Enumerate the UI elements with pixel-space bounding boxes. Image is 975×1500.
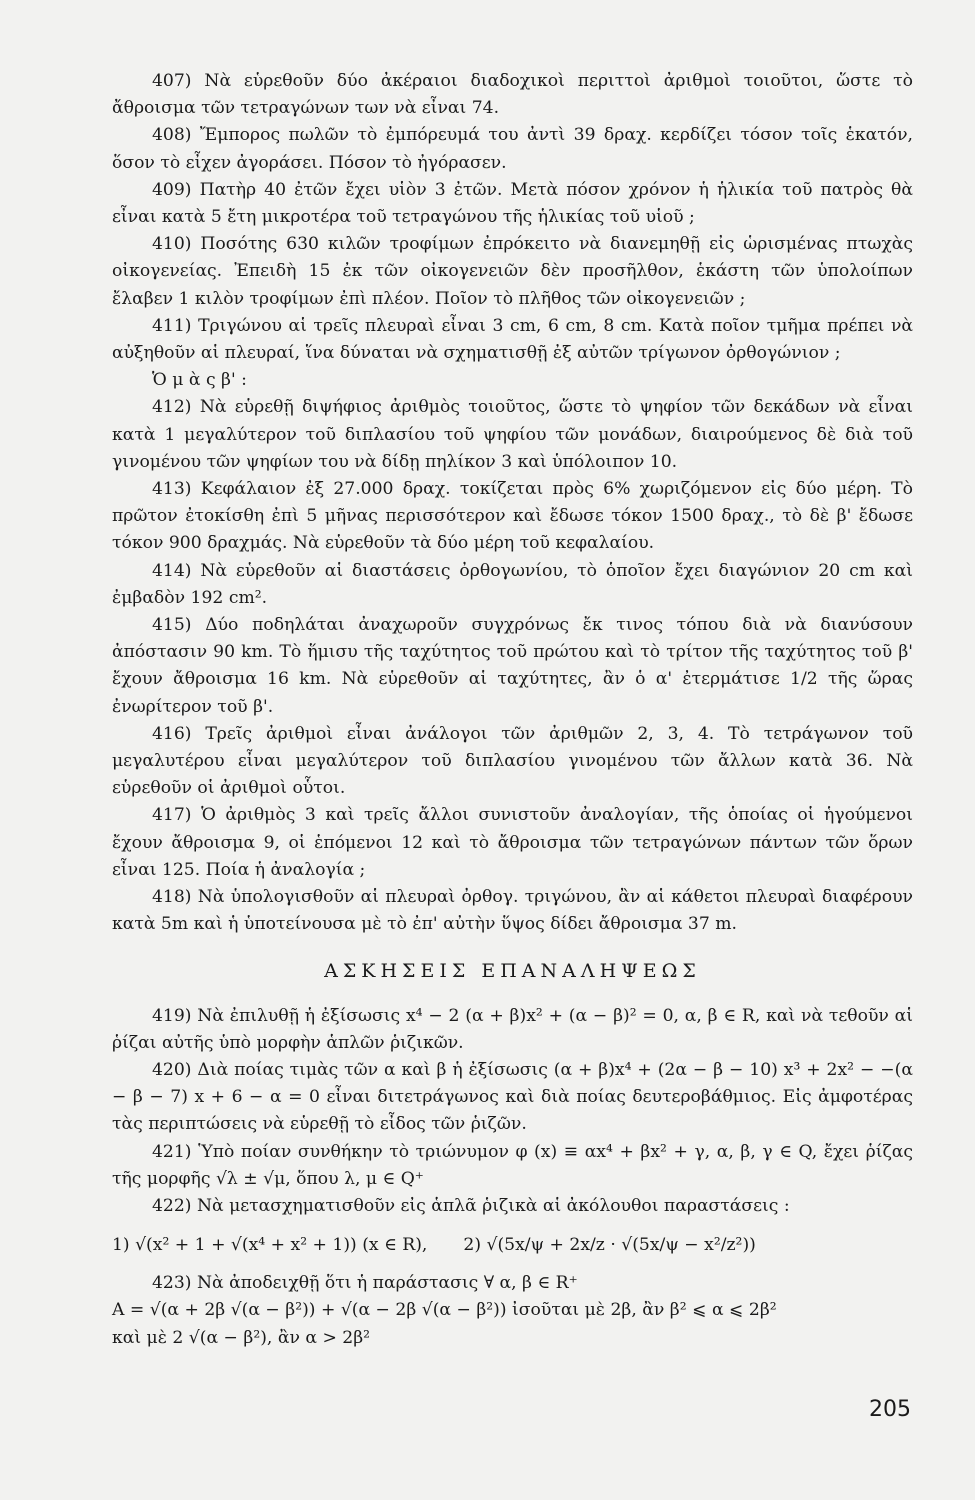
problem-413: 413) Κεφάλαιον ἐξ 27.000 δραχ. τοκίζεται πρὸς 6% χωριζόμενον εἰς δύο μέρη. Τὸ πρῶτον ἐτοκίσθη ἐπὶ 5 μῆνας περισσότερον καὶ ἔδωσε τόκον 1500 δραχ., τὸ δὲ β' ἔδωσε τόκον 900 δραχμάς. Νὰ εὑρεθοῦν τὰ δύο μέρη τοῦ κεφαλαίου. <box>112 479 913 554</box>
formula-422 <box>112 1222 913 1268</box>
formula-422-item-2: 2) √(5x/ψ + 2x/z · √(5x/ψ − x²/z²)) <box>463 1235 756 1256</box>
problem-415: 415) Δύο ποδηλάται ἀναχωροῦν συγχρόνως ἔκ τινος τόπου διὰ νὰ διανύσουν ἀπόστασιν 90 km. Τὸ ἥμισυ τῆς ταχύτητος τοῦ πρώτου καὶ τὸ τρίτον τῆς ταχύτητος τοῦ β' ἔχουν ἄθροισμα 16 km. Νὰ εὑρεθοῦν αἱ ταχύτητες, ἂν ὁ α' ἐτερμάτισε 1/2 τῆς ὥρας ἐνωρίτερον τοῦ β'. <box>112 615 913 717</box>
section-title: ΑΣΚΗΣΕΙΣ ΕΠΑΝΑΛΗΨΕΩΣ <box>324 959 701 982</box>
problem-412: 412) Νὰ εὑρεθῇ διψήφιος ἀριθμὸς τοιοῦτος, ὥστε τὸ ψηφίον τῶν δεκάδων νὰ εἶναι κατὰ 1 μεγαλύτερον τοῦ διπλασίου τοῦ ψηφίου τῶν μονάδων, διαιρούμενος δὲ διὰ τοῦ γινομένου τῶν ψηφίων του νὰ δίδῃ πηλίκον 3 καὶ ὑπόλοιπον 10. <box>112 397 913 472</box>
problem-414: 414) Νὰ εὑρεθοῦν αἱ διαστάσεις ὀρθογωνίου, τὸ ὁποῖον ἔχει διαγώνιον 20 cm καὶ ἐμβαδὸν 192 cm². <box>112 560 913 608</box>
problem-420: 420) Διὰ ποίας τιμὰς τῶν α καὶ β ἡ ἐξίσωσις (α + β)x⁴ + (2α − β − 10) x³ + 2x² − −(α − β − 7) x + 6 − α = 0 εἶναι διτετράγωνος καὶ διὰ ποίας δευτεροβάθμιος. Εἰς ἀμφοτέρας τὰς περιπτώσεις νὰ εὑρεθῇ τὸ εἶδος τῶν ῥιζῶν. <box>112 1059 913 1135</box>
problem-418: 418) Νὰ ὑπολογισθοῦν αἱ πλευραὶ ὀρθογ. τριγώνου, ἂν αἱ κάθετοι πλευραὶ διαφέρουν κατὰ 5m καὶ ἡ ὑποτείνουσα μὲ τὸ ἐπ' αὐτὴν ὕψος δίδει ἄθροισμα 37 m. <box>112 887 913 935</box>
problem-419: 419) Νὰ ἐπιλυθῇ ἡ ἐξίσωσις x⁴ − 2 (α + β)x² + (α − β)² = 0, α, β ∈ R, καὶ νὰ τεθοῦν αἱ ῥίζαι αὐτῆς ὑπὸ μορφὴν ἁπλῶν ῥιζικῶν. <box>112 1005 913 1053</box>
problem-416: 416) Τρεῖς ἀριθμοὶ εἶναι ἀνάλογοι τῶν ἀριθμῶν 2, 3, 4. Τὸ τετράγωνον τοῦ μεγαλυτέρου εἶναι μεγαλύτερον τοῦ διπλασίου γινομένου τῶν ἄλλων κατὰ 36. Νὰ εὑρεθοῦν οἱ ἀριθμοὶ οὗτοι. <box>112 723 913 799</box>
problem-408: 408) Ἔμπορος πωλῶν τὸ ἐμπόρευμά του ἀντὶ 39 δραχ. κερδίζει τόσον τοῖς ἑκατόν, ὅσον τὸ εἶχεν ἀγοράσει. Πόσον τὸ ἠγόρασεν. <box>112 125 913 173</box>
problem-422: 422) Νὰ μετασχηματισθοῦν εἰς ἁπλᾶ ῥιζικὰ αἱ ἀκόλουθοι παραστάσεις : <box>152 1195 790 1216</box>
problem-423-expression: A = √(α + 2β √(α − β²)) + √(α − 2β √(α − β²)) ἰσοῦται μὲ 2β, ἂν β² ⩽ α ⩽ 2β² <box>112 1300 777 1321</box>
problem-407: 407) Νὰ εὑρεθοῦν δύο ἀκέραιοι διαδοχικοὶ περιττοὶ ἀριθμοὶ τοιοῦτοι, ὥστε τὸ ἄθροισμα τῶν τετραγώνων των νὰ εἶναι 74. <box>112 71 913 119</box>
problem-423: 423) Νὰ ἀποδειχθῇ ὅτι ἡ παράστασις ∀ α, β ∈ R⁺ <box>152 1273 578 1294</box>
group-label: Ὁ μ ὰ ς β' : <box>152 370 247 391</box>
problem-417: 417) Ὁ ἀριθμὸς 3 καὶ τρεῖς ἄλλοι συνιστοῦν ἀναλογίαν, τῆς ὁποίας οἱ ἡγούμενοι ἔχουν ἄθροισμα 9, οἱ ἑπόμενοι 12 καὶ τὸ ἄθροισμα τῶν τετραγώνων πάντων τῶν ὅρων εἶναι 125. Ποία ἡ ἀναλογία ; <box>112 805 913 880</box>
problem-409: 409) Πατὴρ 40 ἐτῶν ἔχει υἱὸν 3 ἐτῶν. Μετὰ πόσον χρόνον ἡ ἡλικία τοῦ πατρὸς θὰ εἶναι κατὰ 5 ἔτη μικροτέρα τοῦ τετραγώνου τῆς ἡλικίας τοῦ υἱοῦ ; <box>112 179 913 228</box>
problem-411: 411) Τριγώνου αἱ τρεῖς πλευραὶ εἶναι 3 cm, 6 cm, 8 cm. Κατὰ ποῖον τμῆμα πρέπει νὰ αὐξηθοῦν αἱ πλευραί, ἵνα δύναται νὰ σχηματισθῇ ἐξ αὐτῶν τρίγωνον ὀρθογώνιον ; <box>112 315 913 364</box>
problem-423-condition: καὶ μὲ 2 √(α − β²), ἂν α > 2β² <box>112 1327 371 1348</box>
page-number: 205 <box>869 1397 911 1422</box>
problem-421: 421) Ὑπὸ ποίαν συνθήκην τὸ τριώνυμον φ (x) ≡ αx⁴ + βx² + γ, α, β, γ ∈ Q, ἔχει ῥίζας τῆς μορφῆς √λ ± √μ, ὅπου λ, μ ∈ Q⁺ <box>112 1141 913 1189</box>
formula-422-item-1: 1) √(x² + 1 + √(x⁴ + x² + 1)) (x ∈ R), <box>112 1235 428 1256</box>
problem-410: 410) Ποσότης 630 κιλῶν τροφίμων ἐπρόκειτο νὰ διανεμηθῇ εἰς ὡρισμένας πτωχὰς οἰκογενείας. Ἐπειδὴ 15 ἐκ τῶν οἰκογενειῶν δὲν προσῆλθον, ἑκάστη τῶν ὑπολοίπων ἔλαβεν 1 κιλὸν τροφίμων ἐπὶ πλέον. Ποῖον τὸ πλῆθος τῶν οἰκογενειῶν ; <box>112 234 913 309</box>
